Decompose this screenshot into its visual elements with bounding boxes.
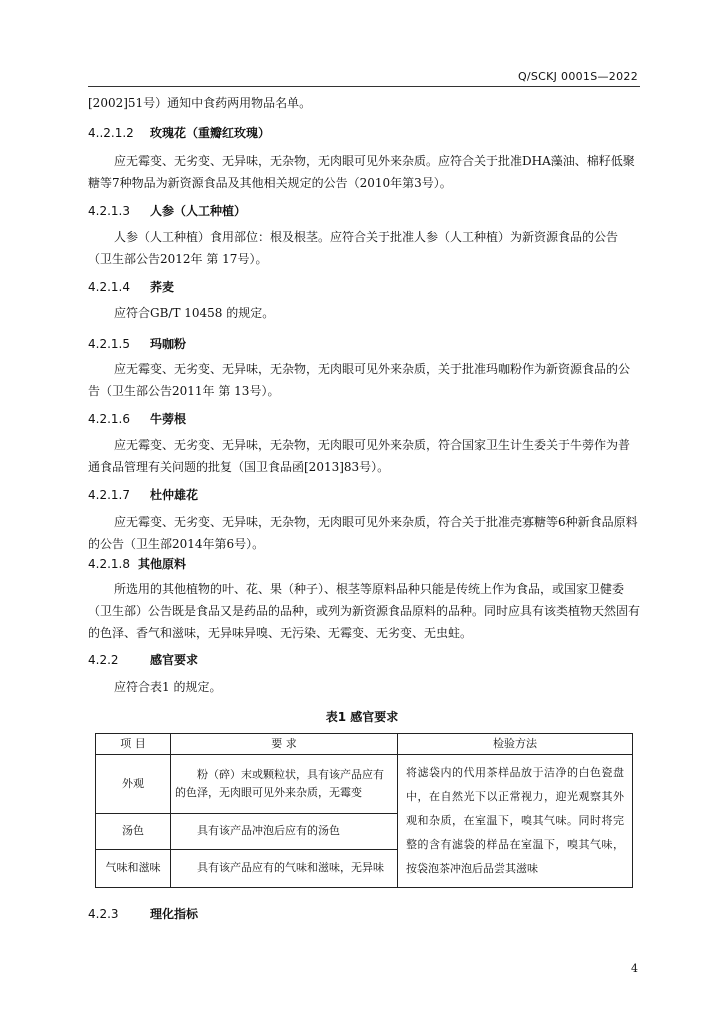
table-cell-item: 气味和滋味 — [96, 849, 171, 887]
section-heading — [88, 410, 186, 427]
section-heading — [88, 278, 174, 295]
table-cell-requirement: 具有该产品应有的气味和滋味，无异味 — [171, 849, 398, 887]
section-body: 应无霉变、无劣变、无异味，无杂物，无肉眼可见外来杂质，符合关于批准壳寡糖等6种新食品原料的公告（卫生部2014年第6号）。 — [88, 515, 638, 551]
section-heading — [88, 124, 270, 141]
section-body: 应符合GB/T 10458 的规定。 — [114, 306, 275, 320]
section-number: 4.2.2 — [88, 653, 119, 667]
table-header-cell: 检验方法 — [398, 734, 633, 755]
table-cell-method: 将滤袋内的代用茶样品放于洁净的白色瓷盘中，在自然光下以正常视力，迎光观察其外观和杂质，在室温下，嗅其气味。同时将完整的含有滤袋的样品在室温下，嗅其气味，按袋泡茶冲泡后品尝其滋味 — [398, 755, 633, 888]
table-header-cell: 要 求 — [171, 734, 398, 755]
table-row — [96, 755, 633, 814]
section-body: 所选用的其他植物的叶、花、果（种子）、根茎等原料品种只能是传统上作为食品，或国家卫健委（卫生部）公告既是食品又是药品的品种，或列为新资源食品原料的品种。同时应具有该类植物天然固有的色泽、香气和滋味，无异味异嗅、无污染、无霉变、无劣变、无虫蛀。 — [88, 582, 641, 640]
section-number: 4.2.1.7 — [88, 488, 130, 502]
section-body: 应符合表1 的规定。 — [114, 680, 222, 694]
table-cell-requirement: 粉（碎）末或颗粒状，具有该产品应有的色泽，无肉眼可见外来杂质，无霉变 — [171, 755, 398, 814]
intro-text: [2002]51号）通知中食药两用物品名单。 — [88, 96, 312, 110]
section-number: 4.2.1.5 — [88, 337, 130, 351]
section-heading — [88, 486, 198, 503]
section-body: 应无霉变、无劣变、无异味，无杂物，无肉眼可见外来杂质，符合国家卫生计生委关于牛蒡作为普通食品管理有关问题的批复（国卫食品函[2013]83号）。 — [88, 438, 631, 474]
section-title: 理化指标 — [150, 907, 199, 921]
table-cell-item: 汤色 — [96, 813, 171, 849]
section-body: 应无霉变、无劣变、无异味，无杂物，无肉眼可见外来杂质。应符合关于批准DHA藻油、棉籽低聚糖等7种物品为新资源食品及其他相关规定的公告（2010年第3号）。 — [88, 154, 635, 190]
page-number: 4 — [631, 962, 638, 975]
section-title: 玫瑰花（重瓣红玫瑰） — [150, 126, 271, 140]
section-heading — [88, 651, 198, 668]
table-header-cell: 项 目 — [96, 734, 171, 755]
section-body: 人参（人工种植）食用部位：根及根茎。应符合关于批准人参（人工种植）为新资源食品的公告（卫生部公告2012年 第 17号）。 — [88, 230, 619, 266]
section-title: 其他原料 — [138, 557, 187, 571]
section-number: 4.2.1.8 — [88, 557, 130, 571]
section-title: 荞麦 — [150, 280, 175, 294]
table-cell-requirement: 具有该产品冲泡后应有的汤色 — [171, 813, 398, 849]
section-title: 感官要求 — [150, 653, 199, 667]
table-caption: 表1 感官要求 — [325, 710, 399, 724]
section-title: 玛咖粉 — [150, 337, 187, 351]
section-title: 人参（人工种植） — [150, 204, 247, 218]
section-heading — [88, 905, 198, 922]
document-code: Q/SCKJ 0001S—2022 — [517, 70, 638, 83]
section-number: 4..2.1.2 — [88, 126, 134, 140]
table-cell-item: 外观 — [96, 755, 171, 814]
section-title: 牛蒡根 — [150, 412, 187, 426]
section-number: 4.2.1.6 — [88, 412, 130, 426]
sensory-requirements-table — [95, 733, 633, 888]
section-number: 4.2.3 — [88, 907, 119, 921]
section-heading — [88, 555, 186, 572]
section-title: 杜仲雄花 — [150, 488, 199, 502]
header-rule — [88, 86, 640, 87]
section-number: 4.2.1.3 — [88, 204, 130, 218]
section-heading — [88, 335, 186, 352]
section-number: 4.2.1.4 — [88, 280, 130, 294]
section-body: 应无霉变、无劣变、无异味，无杂物，无肉眼可见外来杂质，关于批准玛咖粉作为新资源食品的公告（卫生部公告2011年 第 13号）。 — [88, 362, 631, 398]
section-heading — [88, 202, 246, 219]
table-header-row — [96, 734, 633, 755]
